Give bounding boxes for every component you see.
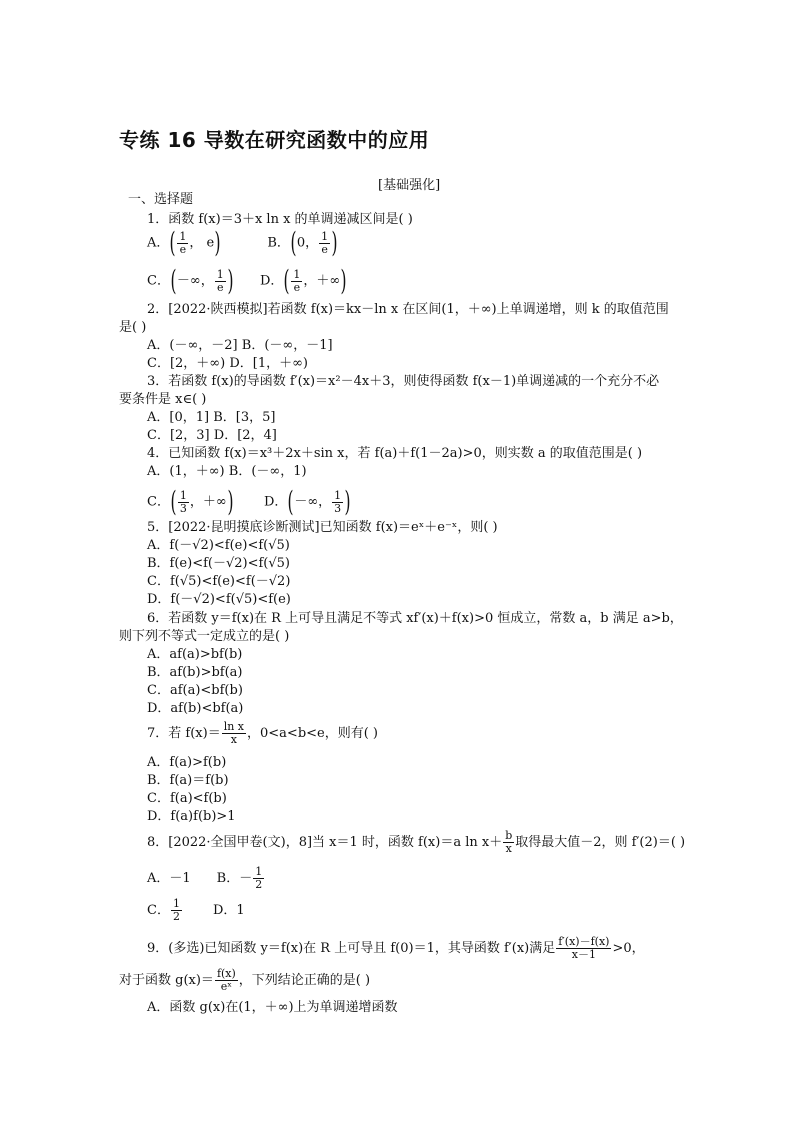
page-title: 专练 16 导数在研究函数中的应用 — [119, 128, 430, 152]
q2-options-cd: C．[2，＋∞) D．[1，＋∞) — [147, 356, 308, 371]
q7-option-c: C．f(a)<f(b) — [147, 791, 227, 806]
q8-options-ab: A．－1 B．－ $\frac{1}{2}$ — [147, 865, 263, 891]
q4-options-ab: A．(1，＋∞) B．(－∞，1) — [147, 464, 307, 479]
q6-option-c: C．af(a)<bf(b) — [147, 683, 243, 698]
q3-stem-line1: 3．若函数 f(x)的导函数 f′(x)＝x²－4x＋3，则使得函数 f(x－1)单调递减的一个充分不必 — [147, 374, 660, 389]
q6-option-d: D．af(b)<bf(a) — [147, 701, 244, 716]
q3-options-ab: A．[0，1] B．[3，5] — [147, 410, 276, 425]
q5-option-a: A．f(－√2)<f(e)<f(√5) — [147, 538, 290, 553]
q1-options-ab: A．( $\frac{1}{e}$ ， e) B．(0， $\frac{1}{e}$ ) — [147, 226, 338, 259]
q6-option-b: B．af(b)>bf(a) — [147, 665, 243, 680]
q1-options-cd: C．(－∞， $\frac{1}{e}$ ) D．( $\frac{1}{e}$ ，＋∞) — [147, 264, 347, 297]
q5-stem: 5．[2022·昆明摸底诊断测试]已知函数 f(x)＝eˣ＋e⁻ˣ，则( ) — [147, 520, 498, 535]
q5-option-b: B．f(e)<f(－√2)<f(√5) — [147, 556, 291, 571]
q2-options-ab: A．(－∞，－2] B．(－∞，－1] — [147, 338, 333, 353]
q7-option-d: D．f(a)f(b)>1 — [147, 809, 236, 824]
q3-stem-line2: 要条件是 x∈( ) — [119, 392, 207, 407]
q4-stem: 4．已知函数 f(x)＝x³＋2x＋sin x，若 f(a)＋f(1－2a)>0，则实数 a 的取值范围是( ) — [147, 446, 643, 461]
q7-option-a: A．f(a)>f(b) — [147, 755, 227, 770]
section-label: [基础强化] — [378, 178, 441, 193]
q1-stem: 1．函数 f(x)＝3＋x ln x 的单调递减区间是( ) — [147, 212, 413, 227]
q6-option-a: A．af(a)>bf(b) — [147, 647, 243, 662]
q2-stem-line2: 是( ) — [119, 320, 147, 335]
q7-option-b: B．f(a)＝f(b) — [147, 773, 229, 788]
q4-options-cd: C．( $\frac{1}{3}$ ，＋∞) D．(－∞， $\frac{1}{3}$ ) — [147, 485, 351, 518]
q7-stem: 7．若 f(x)＝ $\frac{\text{ln x}}{x}$ ，0<a<b<e，则有( ) — [147, 720, 379, 746]
section-heading: 一、选择题 — [128, 192, 194, 207]
q6-stem-line1: 6．若函数 y＝f(x)在 R 上可导且满足不等式 xf′(x)＋f(x)>0 恒成立，常数 a，b 满足 a>b， — [147, 611, 683, 626]
q2-stem-line1: 2．[2022·陕西模拟]若函数 f(x)＝kx－ln x 在区间(1，＋∞)上单调递增，则 k 的取值范围 — [147, 302, 669, 317]
q5-option-d: D．f(－√2)<f(√5)<f(e) — [147, 592, 291, 607]
q8-options-cd: C． $\frac{1}{2}$ D．1 — [147, 897, 245, 923]
q9-stem-line1: 9．(多选)已知函数 y＝f(x)在 R 上可导且 f(0)＝1，其导函数 f′(x)满足 $\frac{f'(x)-f(x)}{x-1}$ >0， — [147, 935, 645, 961]
q9-stem-line2: 对于函数 g(x)＝ $\frac{f(x)}{\text{eˣ}}$ ，下列结论正确的是( ) — [119, 967, 371, 993]
q6-stem-line2: 则下列不等式一定成立的是( ) — [119, 629, 290, 644]
q9-option-a: A．函数 g(x)在(1，＋∞)上为单调递增函数 — [147, 1000, 398, 1015]
q5-option-c: C．f(√5)<f(e)<f(－√2) — [147, 574, 291, 589]
q3-options-cd: C．[2，3] D．[2，4] — [147, 428, 277, 443]
q8-stem: 8．[2022·全国甲卷(文)，8]当 x＝1 时，函数 f(x)＝a ln x＋ $\frac{b}{x}$ 取得最大值－2，则 f′(2)＝( ) — [147, 829, 686, 855]
